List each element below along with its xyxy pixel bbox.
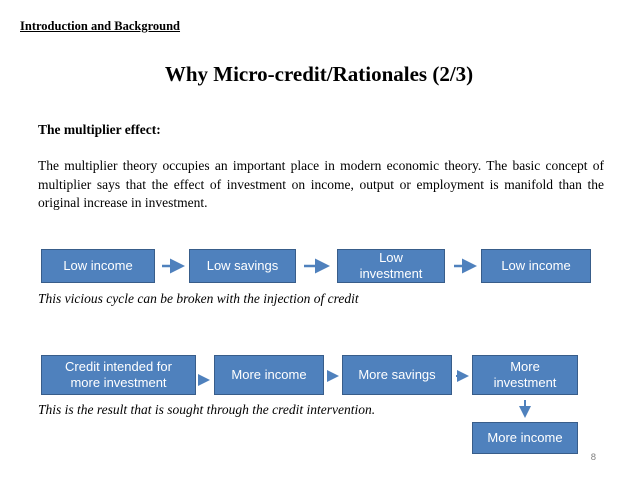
flow2-box-more-income: More income	[214, 355, 324, 395]
flow2-box-more-income-end: More income	[472, 422, 578, 454]
subheading: The multiplier effect:	[38, 122, 161, 137]
slide-title: Why Micro-credit/Rationales (2/3)	[164, 62, 474, 86]
flow1-box-low-income-end: Low income	[481, 249, 591, 283]
flow2-box-more-savings: More savings	[342, 355, 452, 395]
page-number: 8	[590, 452, 596, 463]
flow2-caption: This is the result that is sought through the credit intervention.	[38, 402, 376, 417]
flow2-box-more-investment: More investment	[472, 355, 578, 395]
flow1-caption: This vicious cycle can be broken with the injection of credit	[38, 291, 359, 306]
flow2-box-credit: Credit intended for more investment	[41, 355, 196, 395]
section-header: Introduction and Background	[20, 19, 181, 33]
flow1-box-low-investment: Low investment	[337, 249, 445, 283]
flow1-box-low-income: Low income	[41, 249, 155, 283]
flow1-box-low-savings: Low savings	[189, 249, 296, 283]
body-paragraph: The multiplier theory occupies an important place in modern economic theory. The basic concept of multiplier says that the effect of investment on income, output or employment is manifold than the original increase in investment.	[38, 158, 604, 210]
